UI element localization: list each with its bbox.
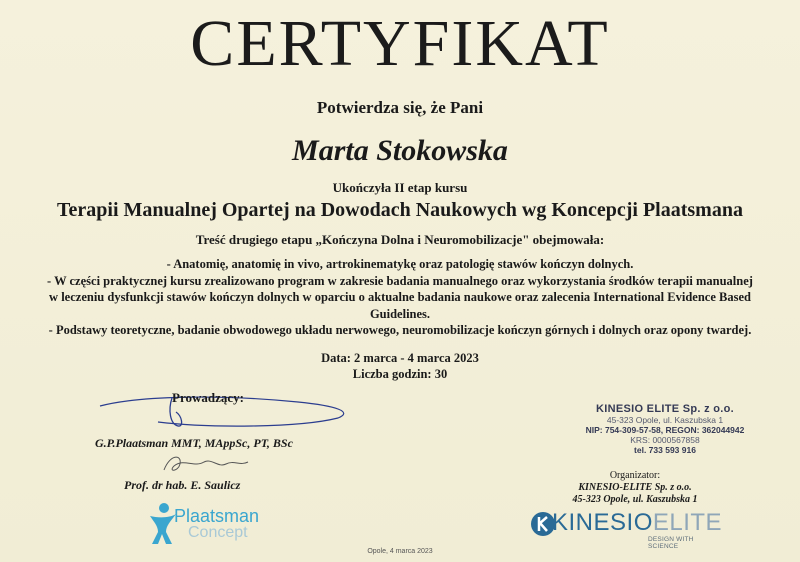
plaatsman-logo-line1: Plaatsman bbox=[174, 506, 260, 526]
organizer-block bbox=[560, 470, 710, 506]
course-dates bbox=[0, 350, 800, 382]
kinesio-elite-logo bbox=[530, 505, 723, 550]
organizer-name: KINESIO-ELITE Sp. z o.o. bbox=[578, 482, 692, 493]
kinesio-word-part1: KINESIO bbox=[552, 509, 653, 536]
stamp-krs: KRS: 0000567858 bbox=[630, 435, 700, 445]
stamp-address: 45-323 Opole, ul. Kaszubska 1 bbox=[606, 415, 724, 425]
organizer-address: 45-323 Opole, ul. Kaszubska 1 bbox=[572, 494, 698, 505]
organizer-label: Organizator: bbox=[609, 470, 661, 481]
course-content bbox=[0, 256, 800, 339]
stamp-name: KINESIO ELITE Sp. z o.o. bbox=[596, 403, 734, 415]
leader-2: Prof. dr hab. E. Saulicz bbox=[124, 478, 241, 492]
recipient-name: Marta Stokowska bbox=[292, 134, 508, 167]
content-line: - Podstawy teoretyczne, badanie obwodowego układu nerwowego, neuromobilizacje kończyn górnych i dolnych oraz opony twardej. bbox=[48, 323, 752, 337]
footer-place-date: Opole, 4 marca 2023 bbox=[367, 548, 433, 555]
kinesio-word-part2: ELITE bbox=[652, 509, 723, 536]
content-line: - W części praktycznej kursu zrealizowano program w zakresie badania manualnego oraz wykorzystania środków terapii manualnej bbox=[47, 273, 753, 288]
stamp-ids: NIP: 754-309-57-58, REGON: 362044942 bbox=[585, 425, 745, 435]
kinesio-wordmark bbox=[552, 509, 722, 537]
confirm-text: Potwierdza się, że Pani bbox=[316, 98, 484, 117]
stamp-tel: tel. 733 593 916 bbox=[634, 445, 696, 455]
plaatsman-logo-line2: Concept bbox=[188, 524, 248, 541]
hours-text: Liczba godzin: 30 bbox=[352, 367, 448, 381]
content-line: Guidelines. bbox=[369, 306, 431, 321]
kinesio-tagline: DESIGN WITH SCIENCE bbox=[648, 536, 694, 550]
certificate-title: CERTYFIKAT bbox=[190, 7, 610, 80]
signature-saulicz-icon bbox=[160, 450, 250, 478]
course-title: Terapii Manualnej Opartej na Dowodach Naukowych wg Koncepcji Plaatsmana bbox=[57, 199, 743, 221]
leaders-label: Prowadzący: bbox=[172, 390, 244, 405]
content-line: w leczeniu dysfunkcji stawów kończyn dolnych w oparciu o aktualne badania naukowe oraz zalecenia International Evidence Based bbox=[49, 290, 751, 304]
content-line: - Anatomię, anatomię in vivo, artrokinematykę oraz patologię stawów kończyn dolnych. bbox=[166, 257, 634, 271]
completed-text: Ukończyła II etap kursu bbox=[332, 180, 468, 195]
leader-1: G.P.Plaatsman MMT, MAppSc, PT, BSc bbox=[95, 436, 293, 450]
stage-text: Treść drugiego etapu „Kończyna Dolna i Neuromobilizacje" obejmowała: bbox=[195, 232, 605, 247]
company-stamp bbox=[560, 403, 770, 455]
plaatsman-logo bbox=[148, 500, 298, 550]
date-text: Data: 2 marca - 4 marca 2023 bbox=[321, 351, 479, 365]
